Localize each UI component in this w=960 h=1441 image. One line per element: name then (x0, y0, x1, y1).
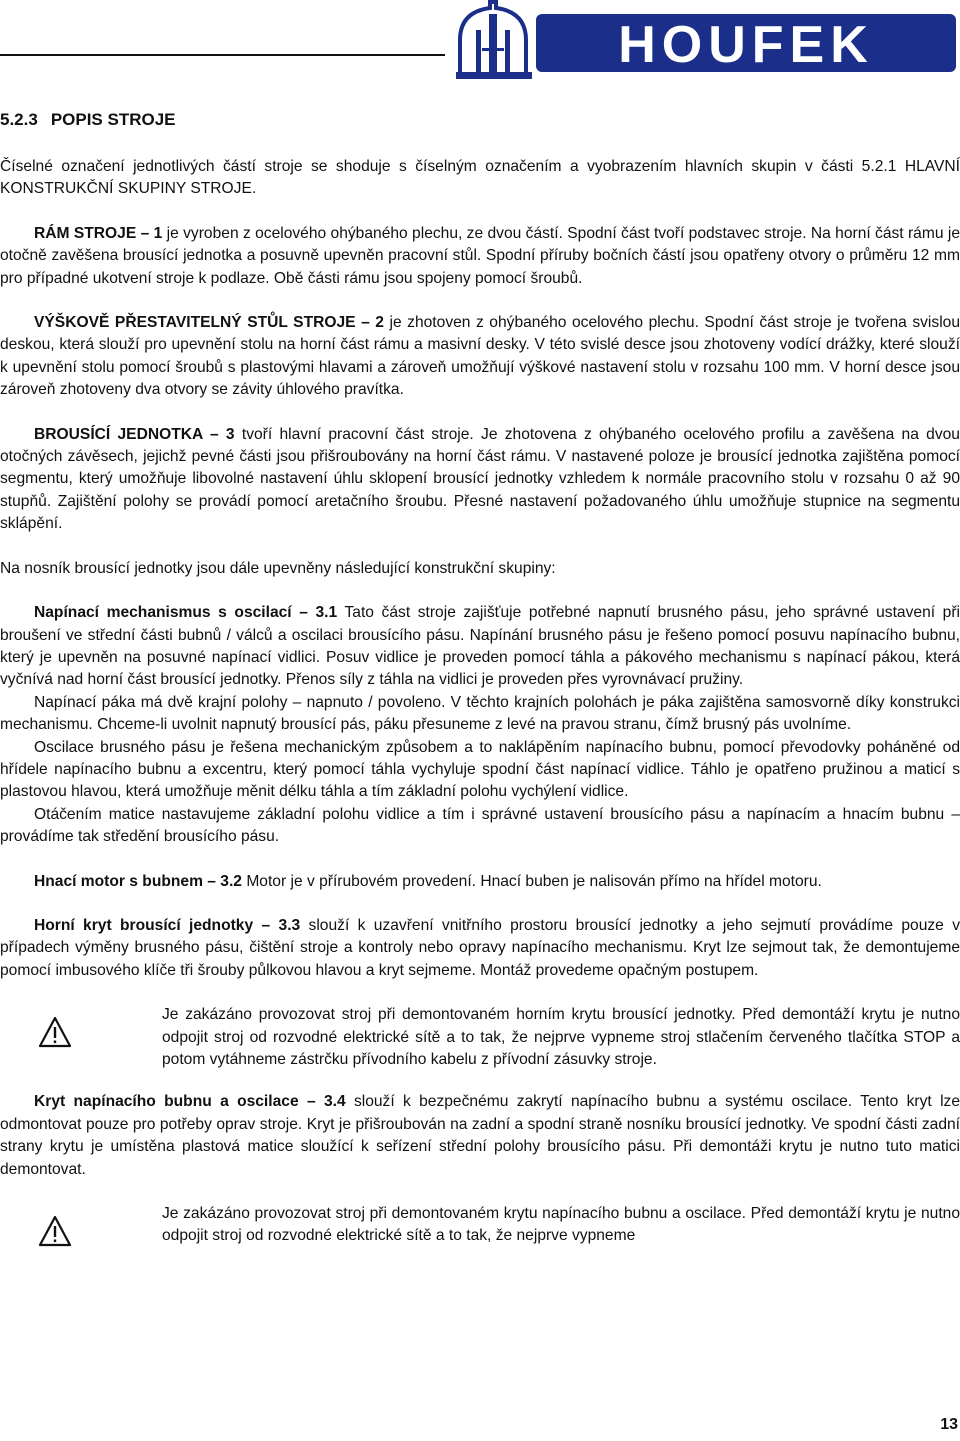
napinaci-number: 3.1 (315, 604, 338, 622)
napinaci-paragraph (0, 602, 960, 692)
napinaci-paragraph-4: Otáčením matice nastavujeme základní polohu vidlice a tím i správné ustavení brousícího pásu a napínacím a hnacím bubnu – provádíme tak středění brousícího pásu. (0, 805, 960, 846)
kryt2-term: Kryt napínacího bubnu a oscilace (34, 1093, 299, 1111)
stul-number: 2 (375, 314, 384, 332)
jednotka-dash: – (202, 425, 226, 443)
section-number: 5.2.3 (0, 110, 38, 129)
kryt-number: 3.3 (278, 916, 301, 934)
kryt2-paragraph (0, 1091, 960, 1181)
section-content (0, 110, 960, 1248)
header-rule (0, 54, 445, 56)
jednotka-term: BROUSÍCÍ JEDNOTKA (34, 425, 203, 443)
motor-text: Motor je v přírubovém provedení. Hnací buben je nalisován přímo na hřídel motoru. (241, 872, 822, 890)
section-heading (0, 110, 960, 130)
intro-paragraph: Číselné označení jednotlivých částí stroje se shoduje s číselným označením a vyobrazením hlavních skupin v části 5.2.1 HLAVNÍ KONSTRUKČNÍ SKUPINY STROJE. (0, 158, 960, 198)
warning-triangle-icon (38, 1016, 72, 1048)
stul-dash: – (355, 314, 376, 332)
warning-text-2: Je zakázáno provozovat stroj při demontovaném krytu napínacího bubnu a oscilace. Před demontáží krytu je nutno odpojit stroj od rozvodné elektrické sítě a to tak, že nejprve vypneme (162, 1205, 960, 1245)
kryt-text: slouží k uzavření vnitřního prostoru brousící jednotky a jeho sejmutí provádíme pouze v případech výměny brusného pásu, čištění stroje a kontroly nebo opravy napínacího mechanismu. Kryt lze sejmout tak, že demontujeme pomocí imbusového klíče tři šrouby půlkovou hlavou a kryt sejmeme. Montáž provedeme opačným postupem. (0, 916, 960, 979)
nosnik-paragraph: Na nosník brousící jednotky jsou dále upevněny následující konstrukční skupiny: (0, 559, 556, 577)
motor-dash: – (202, 872, 221, 890)
kryt2-number: 3.4 (323, 1093, 346, 1111)
kryt-paragraph (0, 915, 960, 982)
ram-number: 1 (153, 224, 163, 242)
warning-box-2 (0, 1203, 960, 1248)
napinaci-dash: – (291, 604, 316, 622)
napinaci-paragraph-2: Napínací páka má dvě krajní polohy – napnuto / povoleno. V těchto krajních polohách je páka zajištěna samosvorně díky konstrukci mechanismu. Chceme-li uvolnit napnutý brousící pás, páku přesuneme z levé na pravou stranu, čímž brusný pás uvolníme. (0, 693, 960, 734)
napinaci-paragraph-3: Oscilace brusného pásu je řešena mechanickým způsobem a to naklápěním napínacího bubnu, pomocí převodovky poháněné od hřídele napínacího bubnu a excentru, který pomocí táhla vychyluje spodní část napínací vidlice. Táhlo je opatřeno pružinou a maticí s plastovou hlavou, která umožňuje měnit délku táhla a tím základní polohu vychýlení vidlice. (0, 738, 960, 801)
kryt2-text: slouží k bezpečnému zakrytí napínacího bubnu a systému oscilace. Tento kryt lze odmontovat pouze pro potřeby oprav stroje. Kryt je přišroubován na zadní a spodní straně nosníku brousící jednotky. Ve spodní části zadní strany krytu je umístěna plastová matice sloužící k seřízení střední polohy brousícího pásu. Při demontáži krytu je nutno tuto matici demontovat. (0, 1093, 960, 1178)
motor-number: 3.2 (220, 872, 242, 890)
kryt-term: Horní kryt brousící jednotky (34, 916, 254, 934)
stul-text: je zhotoven z ohýbaného ocelového plechu. Spodní část stroje je tvořena svislou deskou, která slouží pro upevnění stolu na horní část rámu a masivní desky. V této svislé desce jsou zhotoveny vodící drážky, které slouží k upevnění stolu pomocí šroubů s plastovými hlavami a zároveň umožňují výškové nastavení stolu v rozsahu 100 mm. V horní desce jsou zároveň zhotoveny dva otvory se závity úhlového pravítka. (0, 314, 960, 399)
stul-paragraph (0, 312, 960, 402)
logo-text: HOUFEK (618, 16, 874, 74)
page-number: 13 (940, 1416, 958, 1433)
section-title: POPIS STROJE (50, 110, 176, 129)
motor-paragraph (0, 871, 960, 893)
napinaci-term: Napínací mechanismus s oscilací (34, 604, 292, 622)
jednotka-paragraph (0, 424, 960, 536)
warning-box-1 (0, 1004, 960, 1071)
ram-text: je vyroben z ocelového ohýbaného plechu, ze dvou částí. Spodní část tvoří podstavec stroje. Na horní část rámu je otočně zavěšena brousící jednotka a posuvně upevněn pracovní stůl. Spodní příruby bočních částí jsou opatřeny otvory o průměru 12 mm pro případné ukotvení stroje k podlaze. Obě části rámu jsou spojeny pomocí šroubů. (0, 224, 960, 287)
stul-term: VÝŠKOVĚ PŘESTAVITELNÝ STŮL STROJE (34, 314, 356, 332)
ram-term: RÁM STROJE (34, 224, 137, 242)
ram-paragraph (0, 223, 960, 290)
houfek-logo (452, 0, 960, 84)
ram-dash: – (136, 224, 154, 242)
jednotka-text: tvoří hlavní pracovní část stroje. Je zhotovena z ohýbaného ocelového profilu a zavěšena na dvou otočných závěsech, jejichž pevné části jsou přišroubovány na horní část rámu. V nastavené poloze je brousící jednotka zajištěna pomocí segmentu, který umožňuje libovolné nastavení úhlu sklopení brousící jednotky vzhledem k normále pracovního stolu v rozsahu 0 až 90 stupňů. Zajištění polohy se provádí pomocí aretačního šroubu. Přesné nastavení požadovaného úhlu umožňuje stupnice na segmentu sklápění. (0, 425, 960, 533)
kryt-dash: – (253, 916, 279, 934)
motor-term: Hnací motor s bubnem (34, 872, 203, 890)
warning-text-1: Je zakázáno provozovat stroj při demontovaném horním krytu brousící jednotky. Před demontáží krytu je nutno odpojit stroj od rozvodné elektrické sítě a to tak, že nejprve vypneme stroj stlačením červeného tlačítka STOP a potom vytáhneme zástrčku přívodního kabelu z přívodní zásuvky stroje. (162, 1006, 960, 1068)
kryt2-dash: – (298, 1093, 324, 1111)
napinaci-text: Tato část stroje zajišťuje potřebné napnutí brusného pásu, jeho správné ustavení při broušení ve střední části bubnů / válců a oscilaci brousícího pásu. Napínání brusného pásu je řešeno pomocí posuvu napínacího bubnu, který je upevněn na posuvné napínací vidlici. Posuv vidlice je proveden pomocí táhla a pákového mechanismu s napínací pákou, která vyčnívá nad horní část brousící jednotky. Přenos síly z táhla na vidlici je proveden přes vyrovnávací pružiny. (0, 604, 960, 689)
warning-triangle-icon (38, 1215, 72, 1247)
jednotka-number: 3 (225, 425, 235, 443)
